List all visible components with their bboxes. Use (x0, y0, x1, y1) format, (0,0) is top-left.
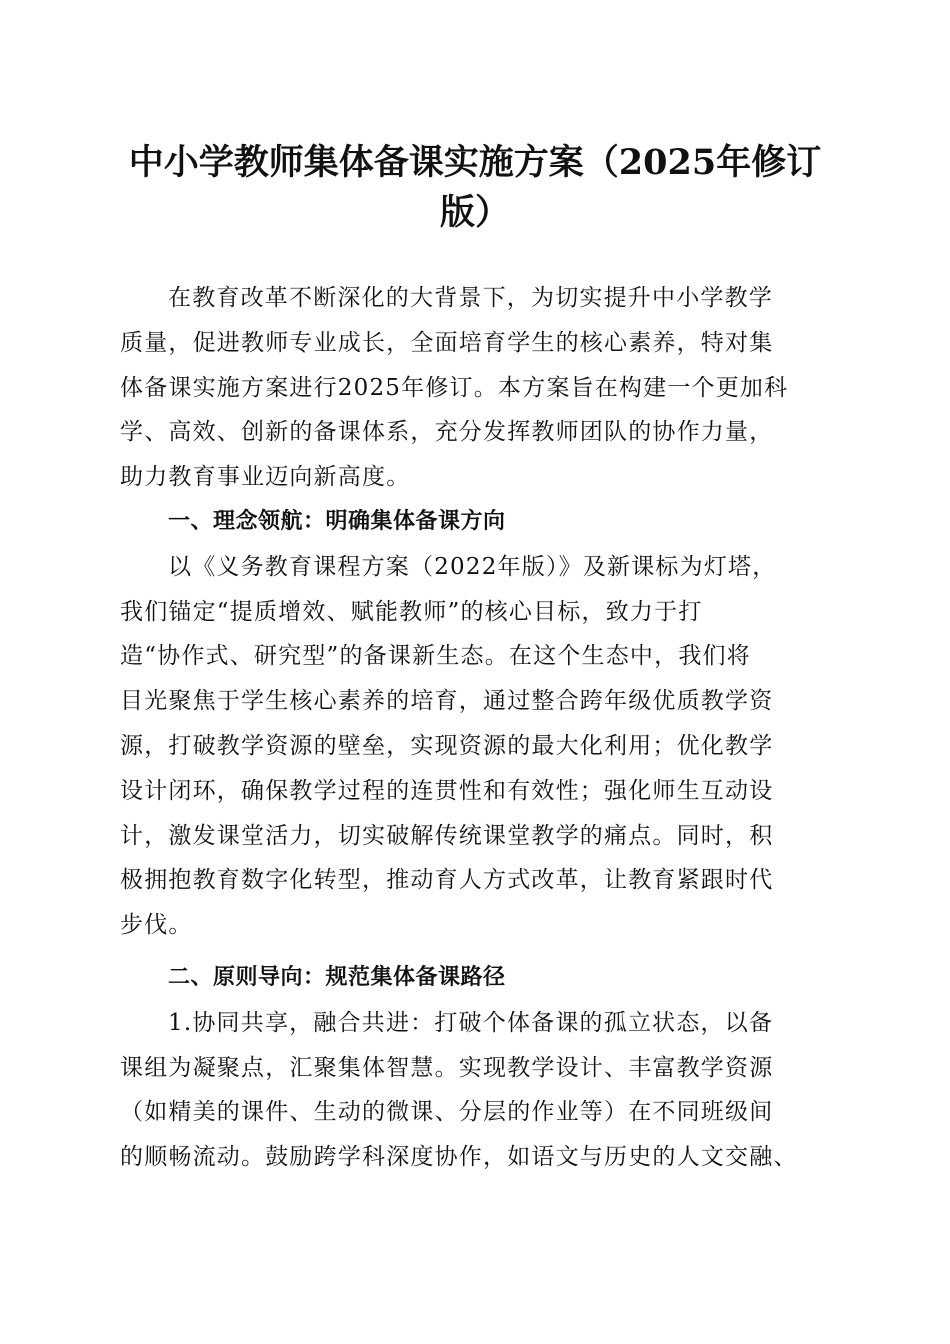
page-title (120, 138, 830, 238)
paragraph-line: 步伐。 (120, 912, 193, 939)
paragraph-line: 造“协作式、研究型”的备课新生态。在这个生态中，我们将 (120, 643, 751, 670)
paragraph-line: 在教育改革不断深化的大背景下，为切实提升中小学教学 (168, 285, 773, 311)
paragraph-line: 设计闭环，确保教学过程的连贯性和有效性；强化师生互动设 (120, 777, 774, 804)
paragraph-line: 我们锚定“提质增效、赋能教师”的核心目标，致力于打 (120, 598, 703, 625)
paragraph-line: 以《义务教育课程方案（2022年版）》及新课标为灯塔， (168, 553, 777, 580)
paragraph-line: 助力教育事业迈向新高度。 (120, 464, 411, 491)
paragraph-line: 计，激发课堂活力，切实破解传统课堂教学的痛点。同时，积 (120, 822, 774, 849)
intro-paragraph (120, 276, 830, 500)
title-line-2: 版） (439, 192, 510, 233)
document-body (120, 276, 830, 1180)
section-heading-1: 一、理念领航：明确集体备课方向 (168, 508, 506, 534)
paragraph-line: （如精美的课件、生动的微课、分层的作业等）在不同班级间 (120, 1099, 774, 1126)
title-line-1: 中小学教师集体备课实施方案（2025年修订 (128, 142, 822, 183)
section-heading-2: 二、原则导向：规范集体备课路径 (168, 964, 506, 990)
paragraph-line: 目光聚焦于学生核心素养的培育，通过整合跨年级优质教学资 (120, 688, 774, 715)
paragraph-line: 课组为凝聚点，汇聚集体智慧。实现教学设计、丰富教学资源 (120, 1054, 774, 1081)
paragraph-line: 极拥抱教育数字化转型，推动育人方式改革，让教育紧跟时代 (120, 867, 774, 894)
paragraph-line: 质量，促进教师专业成长，全面培育学生的核心素养，特对集 (120, 329, 774, 356)
paragraph-line: 学、高效、创新的备课体系，充分发挥教师团队的协作力量， (120, 419, 774, 446)
section2-paragraph (120, 1001, 830, 1180)
paragraph-line: 体备课实施方案进行2025年修订。本方案旨在构建一个更加科 (120, 374, 789, 401)
paragraph-line: 的顺畅流动。鼓励跨学科深度协作，如语文与历史的人文交融、 (120, 1144, 798, 1171)
paragraph-line: 源，打破教学资源的壁垒，实现资源的最大化利用；优化教学 (120, 732, 774, 759)
paragraph-line: 1.协同共享，融合共进：打破个体备课的孤立状态，以备 (168, 1009, 774, 1036)
section1-paragraph (120, 545, 830, 948)
